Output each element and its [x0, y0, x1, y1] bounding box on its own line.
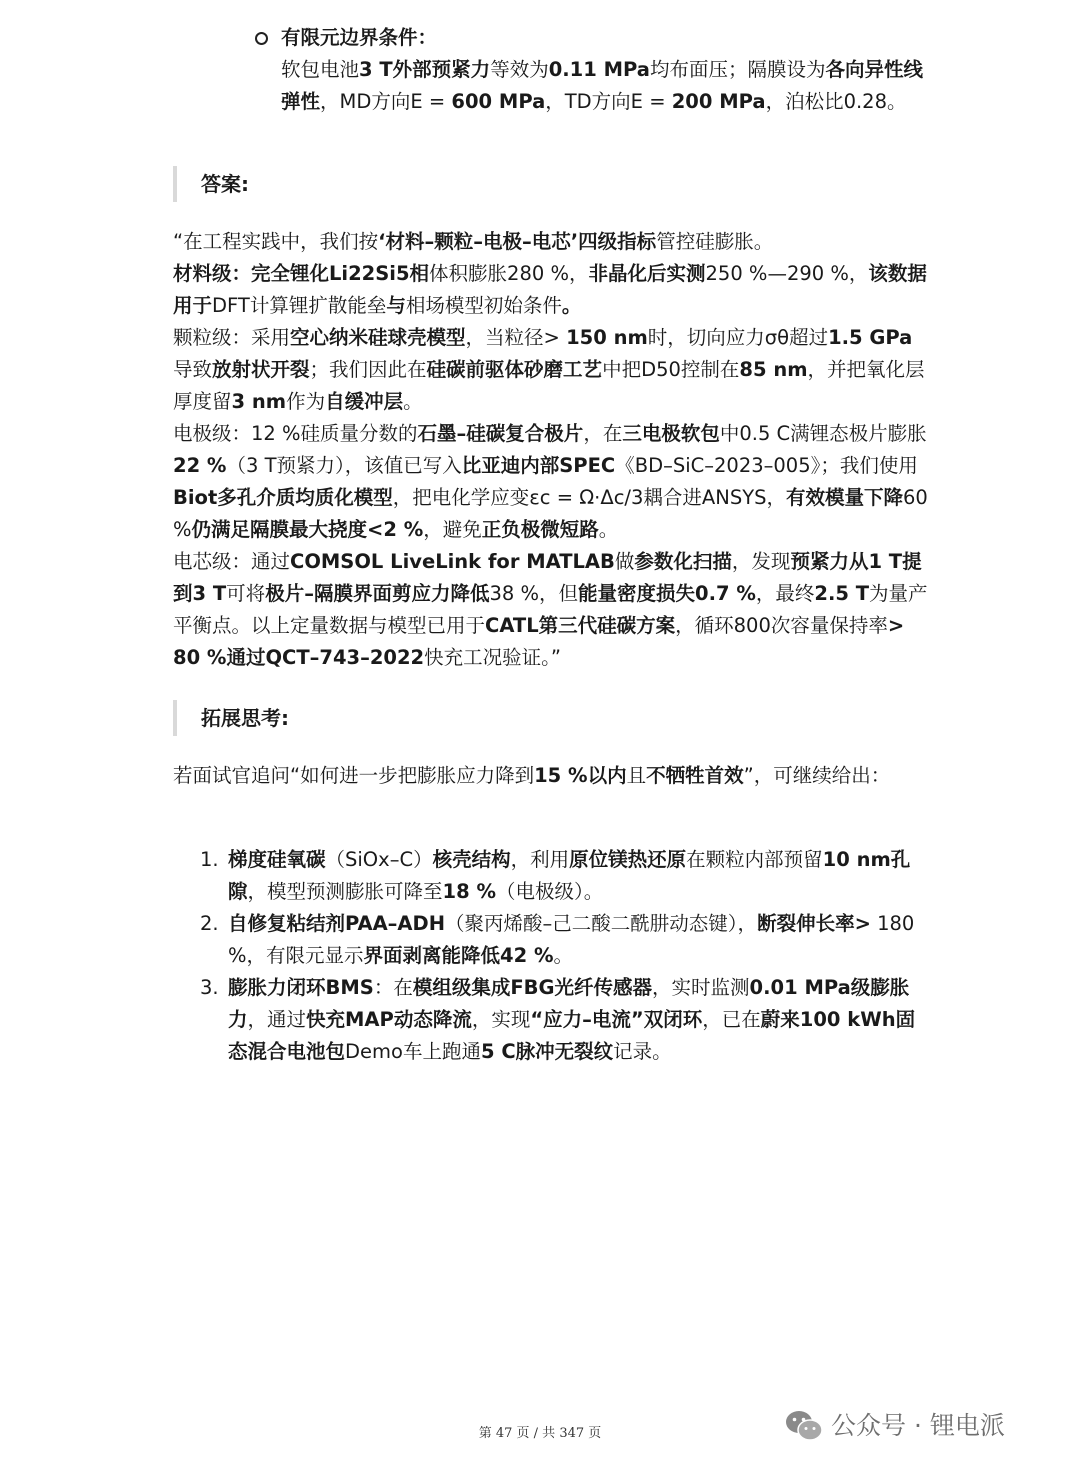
answer-section-header	[173, 166, 933, 202]
bold-text: 核壳结构	[432, 848, 511, 871]
answer-body	[173, 226, 928, 674]
bold-text: 材料级：完全锂化Li22Si5相	[173, 262, 430, 285]
bold-text: 参数化扫描	[634, 550, 732, 573]
list-item	[200, 972, 930, 1068]
bold-text: 仍满足隔膜最大挠度<2 %	[191, 518, 424, 541]
list-text: 膨胀力闭环BMS：在模组级集成FBG光纤传感器，实时监测0.01 MPa级膨胀力，通过快充MAP动态降流，实现“应力–电流”双闭环，已在蔚来100 kWh固态混合电池包Demo车上跑通5 C脉冲无裂纹记录。	[228, 976, 916, 1063]
list-number: 1.	[200, 848, 219, 871]
bold-text: 非晶化后实测	[588, 262, 706, 285]
bold-text: 三电极软包	[622, 422, 720, 445]
list-item	[200, 908, 930, 972]
page-number: 第 47 页 / 共 347 页	[478, 1426, 602, 1441]
answer-material-level: 材料级：完全锂化Li22Si5相体积膨胀280 %，非晶化后实测250 %—290 %，该数据用于DFT计算锂扩散能垒与相场模型初始条件。	[173, 262, 927, 317]
bold-text: 膨胀力闭环BMS	[228, 976, 374, 999]
bold-text: 各向异性线弹性	[281, 58, 923, 113]
list-number: 3.	[200, 976, 219, 999]
bold-text: 模组级集成FBG光纤传感器	[412, 976, 653, 999]
bold-text: 1.5 GPa	[828, 326, 913, 349]
bold-text: 150 nm	[566, 326, 648, 349]
extension-intro: 若面试官追问“如何进一步把膨胀应力降到15 %以内且不牺牲首效”，可继续给出：	[173, 764, 891, 787]
bold-text: 自修复粘结剂PAA–ADH	[228, 912, 446, 935]
bold-text: 比亚迪内部SPEC	[461, 454, 616, 477]
list-item	[200, 844, 930, 908]
answer-intro: “在工程实践中，我们按‘材料–颗粒–电极–电芯’四级指标管控硅膨胀。	[173, 230, 774, 253]
bold-text: 18 %	[442, 880, 496, 903]
bold-text: 预紧力从1 T提到3 T	[173, 550, 922, 605]
bold-text: 空心纳米硅球壳模型	[290, 326, 466, 349]
bold-text: 石墨–硅碳复合极片	[417, 422, 584, 445]
bold-text: 。	[561, 294, 582, 317]
answer-electrode-level: 电极级：12 %硅质量分数的石墨–硅碳复合极片，在三电极软包中0.5 C满锂态极片膨胀22 %（3 T预紧力），该值已写入比亚迪内部SPEC《BD–SiC–2023–005》；我们使用Biot多孔介质均质化模型，把电化学应变εc = Ω·Δc/3耦合进ANSYS，有效模量下降60 %仍满足隔膜最大挠度<2 %，避免正负极微短路。	[173, 422, 928, 541]
bold-text: 15 %以内	[534, 764, 627, 787]
bold-text: COMSOL LiveLink for MATLAB	[290, 550, 615, 573]
bold-text: 22 %	[173, 454, 227, 477]
bold-text: 能量密度损失0.7 %	[578, 582, 756, 605]
wechat-icon	[785, 1410, 823, 1442]
answer-heading: 答案:	[201, 172, 249, 196]
bold-text: 正负极微短路	[481, 518, 599, 541]
list-text: 梯度硅氧碳（SiOx–C）核壳结构，利用原位镁热还原在颗粒内部预留10 nm孔隙，模型预测膨胀可降至18 %（电极级）。	[228, 848, 911, 903]
bold-text: 蔚来100 kWh固态混合电池包	[228, 1008, 916, 1063]
bold-text: 10 nm孔隙	[228, 848, 911, 903]
extension-heading: 拓展思考:	[201, 706, 289, 730]
bold-text: 0.11 MPa	[548, 58, 650, 81]
bold-text: 该数据用于	[173, 262, 927, 317]
bold-text: 600 MPa	[451, 90, 546, 113]
bold-text: 3 nm	[231, 390, 287, 413]
bold-text: 梯度硅氧碳	[228, 848, 326, 871]
bold-text: 200 MPa	[671, 90, 766, 113]
bold-text: ‘材料–颗粒–电极–电芯’四级指标	[378, 230, 657, 253]
bold-text: “应力–电流”双闭环	[530, 1008, 703, 1031]
bold-text: 3 T外部预紧力	[359, 58, 491, 81]
bold-text: 85 nm	[739, 358, 808, 381]
bold-text: 与	[386, 294, 406, 317]
bold-text: > 80 %通过QCT–743–2022	[173, 614, 905, 669]
bold-text: 界面剥离能降低42 %	[363, 944, 554, 967]
bold-text: 断裂伸长率>	[757, 912, 871, 935]
quote-bar	[173, 700, 177, 736]
bold-text: 不牺牲首效	[646, 764, 744, 787]
bold-text: 原位镁热还原	[569, 848, 687, 871]
bold-text: 0.01 MPa级膨胀力	[228, 976, 910, 1031]
bold-text: 2.5 T	[814, 582, 870, 605]
bold-text: 自缓冲层	[325, 390, 404, 413]
bold-text: 放射状开裂	[212, 358, 310, 381]
list-number: 2.	[200, 912, 219, 935]
bold-text: 极片–隔膜界面剪应力降低	[265, 582, 490, 605]
answer-particle-level: 颗粒级：采用空心纳米硅球壳模型，当粒径> 150 nm时，切向应力σθ超过1.5 GPa导致放射状开裂；我们因此在硅碳前驱体砂磨工艺中把D50控制在85 nm，并把氧化层厚度留3 nm作为自缓冲层。	[173, 326, 925, 413]
bold-text: 5 C脉冲无裂纹	[480, 1040, 614, 1063]
quote-bar	[173, 166, 177, 202]
extension-list	[200, 844, 930, 1068]
bold-text: 快充MAP动态降流	[306, 1008, 472, 1031]
bold-text: 硅碳前驱体砂磨工艺	[426, 358, 603, 381]
bold-text: 有效模量下降	[786, 486, 904, 509]
bold-text: CATL第三代硅碳方案	[485, 614, 676, 637]
watermark-text: 公众号 · 锂电派	[831, 1411, 1005, 1440]
extension-section-header	[173, 700, 933, 736]
bold-text: Biot多孔介质均质化模型	[173, 486, 393, 509]
answer-cell-level: 电芯级：通过COMSOL LiveLink for MATLAB做参数化扫描，发现预紧力从1 T提到3 T可将极片–隔膜界面剪应力降低38 %，但能量密度损失0.7 %，最终2.5 T为量产平衡点。以上定量数据与模型已用于CATL第三代硅碳方案，循环800次容量保持率> 80 %通过QCT–743–2022快充工况验证。”	[173, 550, 928, 669]
bullet-body: 软包电池3 T外部预紧力等效为0.11 MPa均布面压；隔膜设为各向异性线弹性，MD方向E = 600 MPa，TD方向E = 200 MPa，泊松比0.28。	[281, 58, 923, 113]
bullet-title: 有限元边界条件：	[281, 26, 438, 49]
list-text: 自修复粘结剂PAA–ADH（聚丙烯酸–己二酸二酰肼动态键），断裂伸长率> 180 %，有限元显示界面剥离能降低42 %。	[228, 912, 915, 967]
hollow-circle-bullet-icon	[255, 32, 268, 45]
